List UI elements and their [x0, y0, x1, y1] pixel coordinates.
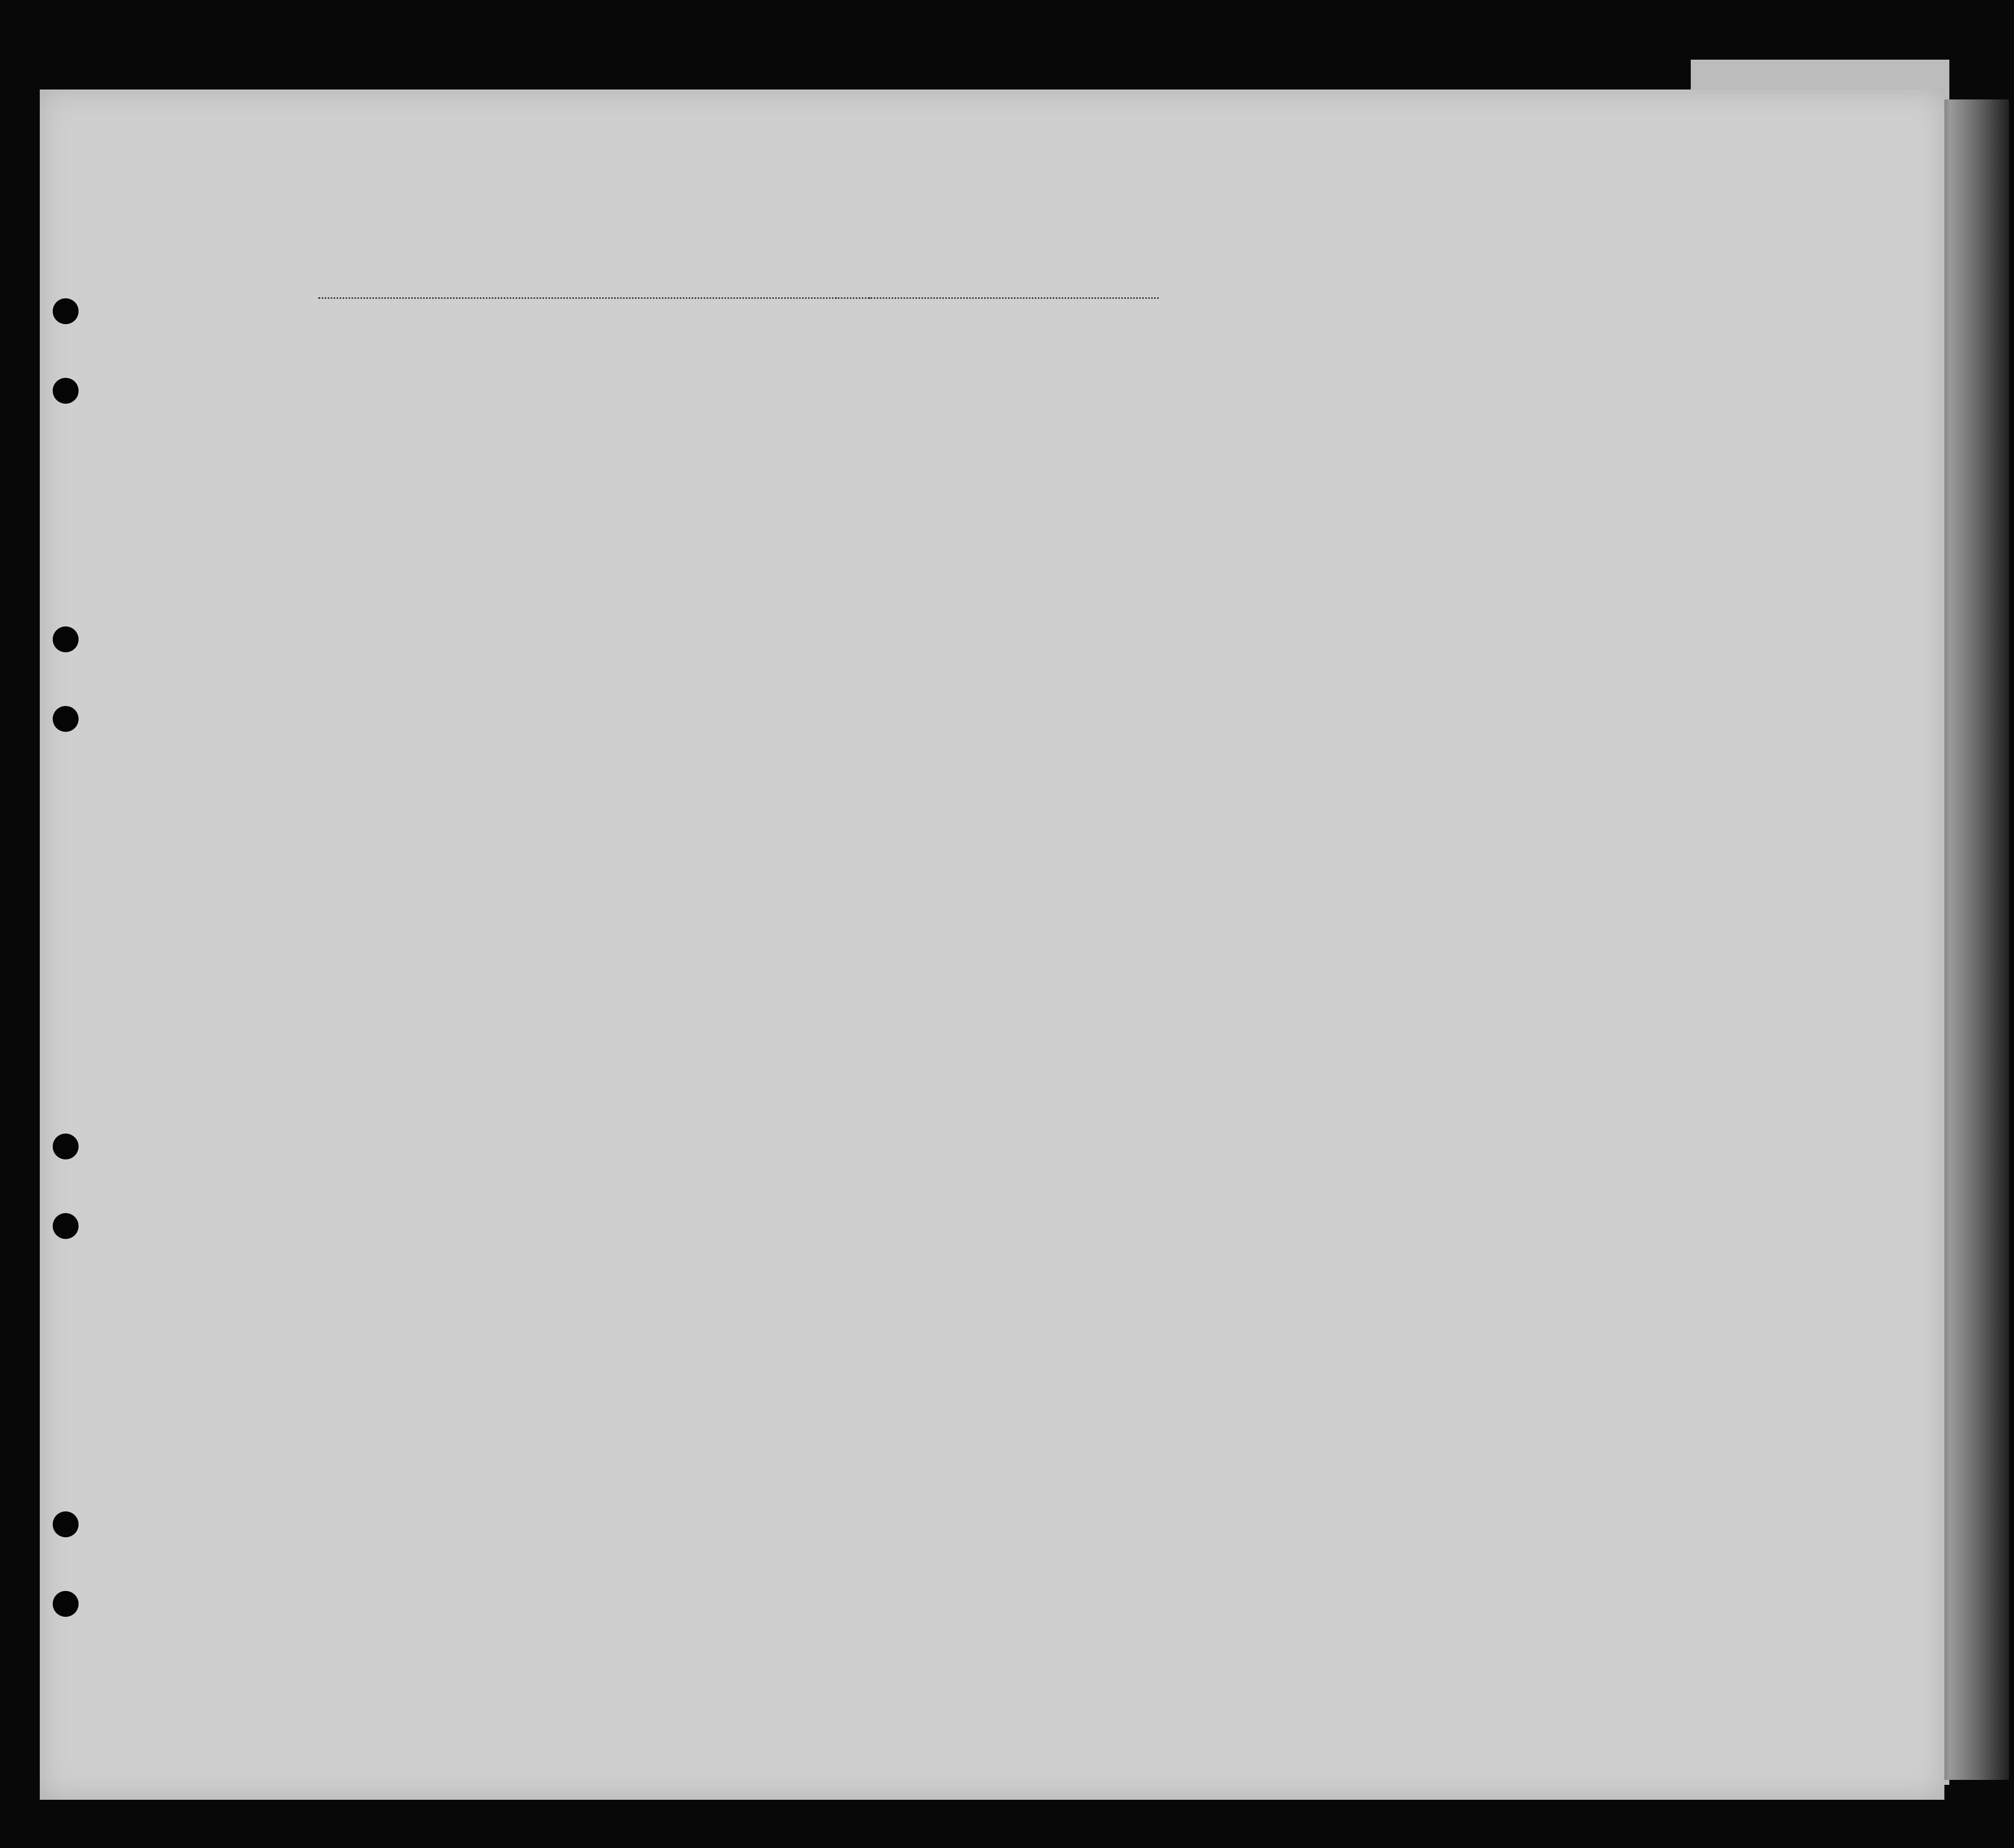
- header-deported: [1493, 348, 1511, 572]
- header-purpose-return: [1177, 393, 1207, 572]
- header-ticket: [599, 348, 624, 572]
- header-prison: [1285, 348, 1320, 572]
- header-money: [726, 348, 751, 572]
- header-anarchist: [1355, 348, 1370, 572]
- header-overthrow: [1375, 348, 1430, 572]
- header-excluded: [1464, 348, 1491, 572]
- header-feet: [1626, 527, 1641, 572]
- header-inches: [1651, 517, 1666, 572]
- header-offer-labor: [1434, 348, 1461, 572]
- table-grid: [40, 89, 1944, 1800]
- header-purpose-citizen: [1250, 393, 1280, 572]
- manifest-sheet: [40, 89, 1944, 1800]
- header-purpose-length: [1213, 393, 1243, 572]
- header-polygamist: [1328, 348, 1348, 572]
